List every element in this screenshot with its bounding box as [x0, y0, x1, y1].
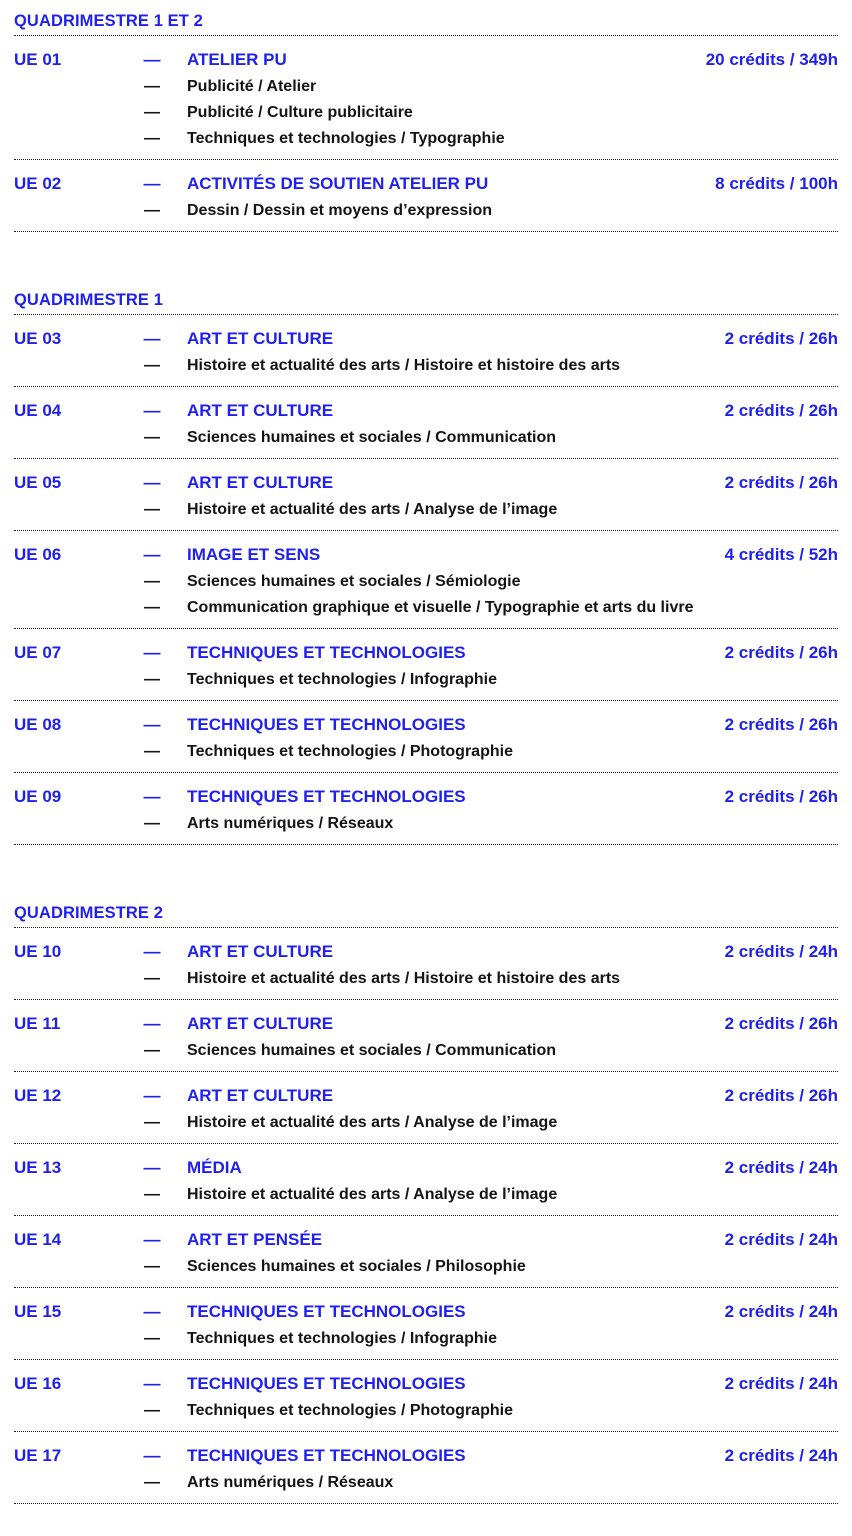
- teaching-unit: [14, 773, 838, 845]
- semester-section: [14, 10, 838, 232]
- unit-code: UE 15: [14, 1302, 62, 1321]
- unit-dash: —: [143, 545, 161, 564]
- unit-title: TECHNIQUES ET TECHNOLOGIES: [187, 643, 466, 662]
- course-dash: —: [144, 970, 160, 987]
- unit-code: UE 01: [14, 50, 62, 69]
- unit-dash: —: [143, 174, 161, 193]
- unit-credits: 2 crédits / 26h: [724, 401, 838, 420]
- unit-dash: —: [143, 473, 161, 492]
- unit-code: UE 16: [14, 1374, 62, 1393]
- unit-credits: 2 crédits / 24h: [724, 1302, 838, 1321]
- course-dash: —: [144, 1186, 160, 1203]
- unit-dash: —: [143, 1014, 161, 1033]
- course-line: [14, 1252, 838, 1278]
- course-dash: —: [144, 1474, 160, 1491]
- course-dash: —: [144, 130, 160, 147]
- course-name: Sciences humaines et sociales / Communication: [187, 429, 557, 446]
- unit-header: [14, 641, 838, 665]
- unit-credits: 2 crédits / 24h: [724, 1374, 838, 1393]
- unit-title: ART ET CULTURE: [187, 401, 334, 420]
- course-name: Techniques et technologies / Photographie: [187, 1402, 513, 1419]
- unit-header: [14, 713, 838, 737]
- teaching-unit: [14, 928, 838, 1000]
- teaching-unit: [14, 1432, 838, 1504]
- unit-code: UE 13: [14, 1158, 62, 1177]
- course-name: Sciences humaines et sociales / Communication: [187, 1042, 557, 1059]
- course-dash: —: [144, 815, 160, 832]
- course-name: Techniques et technologies / Typographie: [187, 130, 505, 147]
- course-name: Histoire et actualité des arts / Histoire et histoire des arts: [187, 970, 621, 987]
- unit-code: UE 10: [14, 942, 62, 961]
- unit-header: [14, 1372, 838, 1396]
- course-line: [14, 196, 838, 222]
- unit-credits: 2 crédits / 26h: [724, 715, 838, 734]
- unit-title: TECHNIQUES ET TECHNOLOGIES: [187, 715, 466, 734]
- unit-title: TECHNIQUES ET TECHNOLOGIES: [187, 1302, 466, 1321]
- unit-title: ART ET CULTURE: [187, 473, 334, 492]
- unit-title: TECHNIQUES ET TECHNOLOGIES: [187, 1446, 466, 1465]
- section-title: QUADRIMESTRE 1 ET 2: [14, 10, 838, 36]
- teaching-unit: [14, 315, 838, 387]
- course-dash: —: [144, 1258, 160, 1275]
- course-line: [14, 809, 838, 835]
- unit-dash: —: [143, 715, 161, 734]
- unit-code: UE 06: [14, 545, 62, 564]
- unit-code: UE 09: [14, 787, 62, 806]
- unit-credits: 2 crédits / 24h: [724, 1230, 838, 1249]
- unit-code: UE 02: [14, 174, 62, 193]
- course-name: Histoire et actualité des arts / Analyse de l’image: [187, 1114, 558, 1131]
- course-line: [14, 1036, 838, 1062]
- unit-header: [14, 1156, 838, 1180]
- unit-code: UE 07: [14, 643, 62, 662]
- unit-code: UE 17: [14, 1446, 62, 1465]
- unit-title: MÉDIA: [187, 1158, 242, 1177]
- unit-header: [14, 940, 838, 964]
- unit-dash: —: [143, 1446, 161, 1465]
- teaching-unit: [14, 1000, 838, 1072]
- unit-dash: —: [143, 643, 161, 662]
- course-name: Techniques et technologies / Infographie: [187, 671, 497, 688]
- teaching-unit: [14, 1360, 838, 1432]
- unit-code: UE 05: [14, 473, 62, 492]
- course-line: [14, 423, 838, 449]
- teaching-unit: [14, 160, 838, 232]
- course-dash: —: [144, 501, 160, 518]
- unit-header: [14, 543, 838, 567]
- unit-credits: 2 crédits / 26h: [724, 787, 838, 806]
- course-name: Histoire et actualité des arts / Histoire et histoire des arts: [187, 357, 621, 374]
- unit-credits: 2 crédits / 24h: [724, 1446, 838, 1465]
- unit-code: UE 11: [14, 1014, 61, 1033]
- unit-title: ART ET CULTURE: [187, 1014, 334, 1033]
- course-name: Publicité / Culture publicitaire: [187, 104, 413, 121]
- course-name: Communication graphique et visuelle / Typographie et arts du livre: [187, 599, 694, 616]
- course-dash: —: [144, 1330, 160, 1347]
- teaching-unit: [14, 387, 838, 459]
- course-dash: —: [144, 357, 160, 374]
- unit-header: [14, 48, 838, 72]
- course-name: Techniques et technologies / Photographie: [187, 743, 513, 760]
- course-line: [14, 964, 838, 990]
- unit-code: UE 03: [14, 329, 62, 348]
- unit-title: IMAGE ET SENS: [187, 545, 321, 564]
- teaching-unit: [14, 1072, 838, 1144]
- course-name: Histoire et actualité des arts / Analyse de l’image: [187, 1186, 558, 1203]
- teaching-unit: [14, 1288, 838, 1360]
- unit-credits: 2 crédits / 26h: [724, 329, 838, 348]
- unit-credits: 2 crédits / 24h: [724, 1158, 838, 1177]
- course-line: [14, 1396, 838, 1422]
- teaching-unit: [14, 1216, 838, 1288]
- course-dash: —: [144, 202, 160, 219]
- course-line: [14, 665, 838, 691]
- course-line: [14, 1108, 838, 1134]
- unit-title: TECHNIQUES ET TECHNOLOGIES: [187, 787, 466, 806]
- unit-dash: —: [143, 401, 161, 420]
- course-dash: —: [144, 671, 160, 688]
- course-line: [14, 1468, 838, 1494]
- course-name: Arts numériques / Réseaux: [187, 1474, 394, 1491]
- teaching-unit: [14, 531, 838, 629]
- unit-code: UE 14: [14, 1230, 62, 1249]
- course-dash: —: [144, 599, 160, 616]
- unit-dash: —: [143, 942, 161, 961]
- unit-title: ART ET CULTURE: [187, 1086, 334, 1105]
- unit-credits: 8 crédits / 100h: [715, 174, 838, 193]
- unit-dash: —: [143, 1302, 161, 1321]
- unit-code: UE 12: [14, 1086, 62, 1105]
- unit-dash: —: [143, 1374, 161, 1393]
- course-line: [14, 1180, 838, 1206]
- course-line: [14, 124, 838, 150]
- course-name: Sciences humaines et sociales / Philosophie: [187, 1258, 526, 1275]
- unit-credits: 2 crédits / 24h: [724, 942, 838, 961]
- unit-header: [14, 1084, 838, 1108]
- course-dash: —: [144, 573, 160, 590]
- course-line: [14, 1324, 838, 1350]
- unit-credits: 2 crédits / 26h: [724, 473, 838, 492]
- unit-dash: —: [143, 50, 161, 69]
- course-dash: —: [144, 743, 160, 760]
- unit-credits: 4 crédits / 52h: [724, 545, 838, 564]
- unit-title: ART ET PENSÉE: [187, 1230, 323, 1249]
- unit-title: ATELIER PU: [187, 50, 287, 69]
- section-title: QUADRIMESTRE 2: [14, 902, 838, 928]
- unit-header: [14, 399, 838, 423]
- unit-credits: 2 crédits / 26h: [724, 1086, 838, 1105]
- unit-header: [14, 1444, 838, 1468]
- course-name: Histoire et actualité des arts / Analyse de l’image: [187, 501, 558, 518]
- unit-header: [14, 471, 838, 495]
- unit-code: UE 04: [14, 401, 62, 420]
- unit-dash: —: [143, 1086, 161, 1105]
- unit-title: ACTIVITÉS DE SOUTIEN ATELIER PU: [187, 174, 489, 193]
- semester-section: [14, 902, 838, 1504]
- course-dash: —: [144, 1114, 160, 1131]
- course-line: [14, 495, 838, 521]
- section-title: QUADRIMESTRE 1: [14, 289, 838, 315]
- unit-header: [14, 1228, 838, 1252]
- unit-dash: —: [143, 1158, 161, 1177]
- unit-title: ART ET CULTURE: [187, 329, 334, 348]
- course-line: [14, 593, 838, 619]
- course-name: Arts numériques / Réseaux: [187, 815, 394, 832]
- course-line: [14, 567, 838, 593]
- unit-code: UE 08: [14, 715, 62, 734]
- course-dash: —: [144, 78, 160, 95]
- unit-header: [14, 785, 838, 809]
- course-line: [14, 351, 838, 377]
- curriculum-page: [14, 10, 838, 1504]
- course-line: [14, 72, 838, 98]
- course-dash: —: [144, 1042, 160, 1059]
- unit-header: [14, 1300, 838, 1324]
- course-dash: —: [144, 104, 160, 121]
- course-name: Dessin / Dessin et moyens d’expression: [187, 202, 493, 219]
- unit-dash: —: [143, 787, 161, 806]
- course-dash: —: [144, 429, 160, 446]
- course-dash: —: [144, 1402, 160, 1419]
- unit-title: TECHNIQUES ET TECHNOLOGIES: [187, 1374, 466, 1393]
- unit-dash: —: [143, 329, 161, 348]
- course-line: [14, 98, 838, 124]
- teaching-unit: [14, 36, 838, 160]
- course-name: Sciences humaines et sociales / Sémiologie: [187, 573, 521, 590]
- unit-header: [14, 172, 838, 196]
- teaching-unit: [14, 701, 838, 773]
- teaching-unit: [14, 1144, 838, 1216]
- course-name: Publicité / Atelier: [187, 78, 317, 95]
- unit-title: ART ET CULTURE: [187, 942, 334, 961]
- unit-header: [14, 1012, 838, 1036]
- semester-section: [14, 289, 838, 845]
- unit-credits: 20 crédits / 349h: [705, 50, 838, 69]
- unit-header: [14, 327, 838, 351]
- teaching-unit: [14, 459, 838, 531]
- unit-credits: 2 crédits / 26h: [724, 1014, 838, 1033]
- teaching-unit: [14, 629, 838, 701]
- unit-dash: —: [143, 1230, 161, 1249]
- unit-credits: 2 crédits / 26h: [724, 643, 838, 662]
- course-line: [14, 737, 838, 763]
- course-name: Techniques et technologies / Infographie: [187, 1330, 497, 1347]
